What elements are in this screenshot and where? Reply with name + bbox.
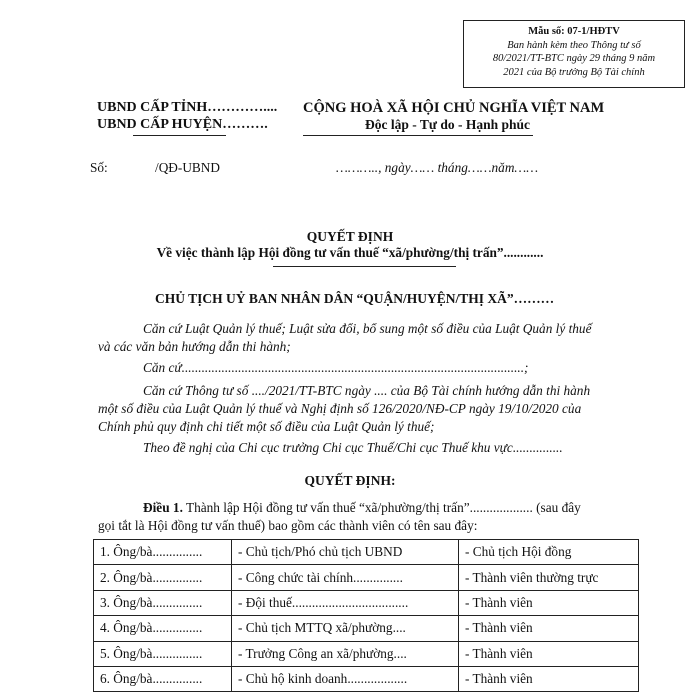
doc-number-label: Số: [90, 160, 108, 175]
legal-basis-4: Theo đề nghị của Chi cục trưởng Chi cục Thuế/Chi cục Thuế khu vực............... [143, 440, 563, 455]
org-underline [133, 135, 226, 136]
article-1-label: Điều 1. [143, 500, 183, 515]
form-issue-line-3: 2021 của Bộ trưởng Bộ Tài chính [503, 66, 645, 78]
member-name: 4. Ông/bà............... [94, 616, 232, 641]
doc-number-value: /QĐ-UBND [155, 160, 221, 175]
doc-subject: Về việc thành lập Hội đồng tư vấn thuế “xã/phường/thị trấn”............ [156, 245, 544, 260]
legal-basis-1 [98, 320, 668, 356]
form-code: Mẫu số: 07-1/HĐTV [528, 26, 620, 37]
table-row [94, 641, 639, 666]
legal-basis-2: Căn cứ.......................................................................................................; [143, 360, 529, 375]
article-1-line-2: gọi tắt là Hội đồng tư vấn thuế) bao gồm các thành viên có tên sau đây: [98, 518, 478, 533]
member-role: - Thành viên [459, 641, 639, 666]
table-row [94, 590, 639, 615]
table-row [94, 616, 639, 641]
form-issue-line-1: Ban hành kèm theo Thông tư số [507, 39, 641, 51]
legal-basis-3-line-3: Chính phủ quy định chi tiết một số điều của Luật Quản lý thuế; [98, 419, 435, 434]
member-role: - Thành viên [459, 590, 639, 615]
member-position: - Chủ hộ kinh doanh.................. [232, 666, 459, 691]
subject-underline [273, 266, 456, 267]
member-name: 5. Ông/bà............... [94, 641, 232, 666]
member-position: - Chủ tịch/Phó chủ tịch UBND [232, 540, 459, 565]
member-name: 1. Ông/bà............... [94, 540, 232, 565]
member-role: - Thành viên [459, 616, 639, 641]
member-name: 2. Ông/bà............... [94, 565, 232, 590]
legal-basis-1-line-1: Căn cứ Luật Quản lý thuế; Luật sửa đổi, bổ sung một số điều của Luật Quản lý thuế [143, 321, 592, 336]
members-table [93, 539, 639, 692]
form-number-box [463, 20, 685, 88]
org-district: UBND CẤP HUYỆN………. [97, 117, 268, 132]
decision-heading: QUYẾT ĐỊNH: [304, 473, 396, 488]
member-position: - Công chức tài chính............... [232, 565, 459, 590]
table-row [94, 666, 639, 691]
legal-basis-3 [98, 382, 668, 436]
issuing-authority: CHỦ TỊCH UỶ BAN NHÂN DÂN “QUẬN/HUYỆN/THỊ XÃ”……… [155, 291, 555, 306]
nation-motto: Độc lập - Tự do - Hạnh phúc [365, 117, 531, 132]
article-1-text-1: Thành lập Hội đồng tư vấn thuế “xã/phường/thị trấn”................... (sau đây [182, 500, 581, 515]
table-row [94, 540, 639, 565]
legal-basis-1-line-2: và các văn bản hướng dẫn thi hành; [98, 339, 291, 354]
article-1 [98, 499, 668, 535]
article-1-line-1 [98, 499, 668, 517]
org-province: UBND CẤP TỈNH………….... [97, 100, 278, 115]
legal-basis-3-line-1: Căn cứ Thông tư số ..../2021/TT-BTC ngày .... của Bộ Tài chính hướng dẫn thi hành [143, 383, 591, 398]
doc-title: QUYẾT ĐỊNH [306, 229, 394, 244]
legal-basis-3-line-2: một số điều của Luật Quản lý thuế và Nghị định số 126/2020/NĐ-CP ngày 19/10/2020 của [98, 401, 582, 416]
member-role: - Chủ tịch Hội đồng [459, 540, 639, 565]
table-row [94, 565, 639, 590]
motto-underline [303, 135, 533, 136]
member-name: 3. Ông/bà............... [94, 590, 232, 615]
member-position: - Trưởng Công an xã/phường.... [232, 641, 459, 666]
member-position: - Chủ tịch MTTQ xã/phường.... [232, 616, 459, 641]
nation-title: CỘNG HOÀ XÃ HỘI CHỦ NGHĨA VIỆT NAM [303, 100, 605, 116]
member-position: - Đội thuế................................... [232, 590, 459, 615]
form-issue-line-2: 80/2021/TT-BTC ngày 29 tháng 9 năm [492, 53, 656, 64]
member-role: - Thành viên thường trực [459, 565, 639, 590]
member-name: 6. Ông/bà............... [94, 666, 232, 691]
date-line: ……….., ngày…… tháng……năm…… [336, 160, 539, 175]
member-role: - Thành viên [459, 666, 639, 691]
